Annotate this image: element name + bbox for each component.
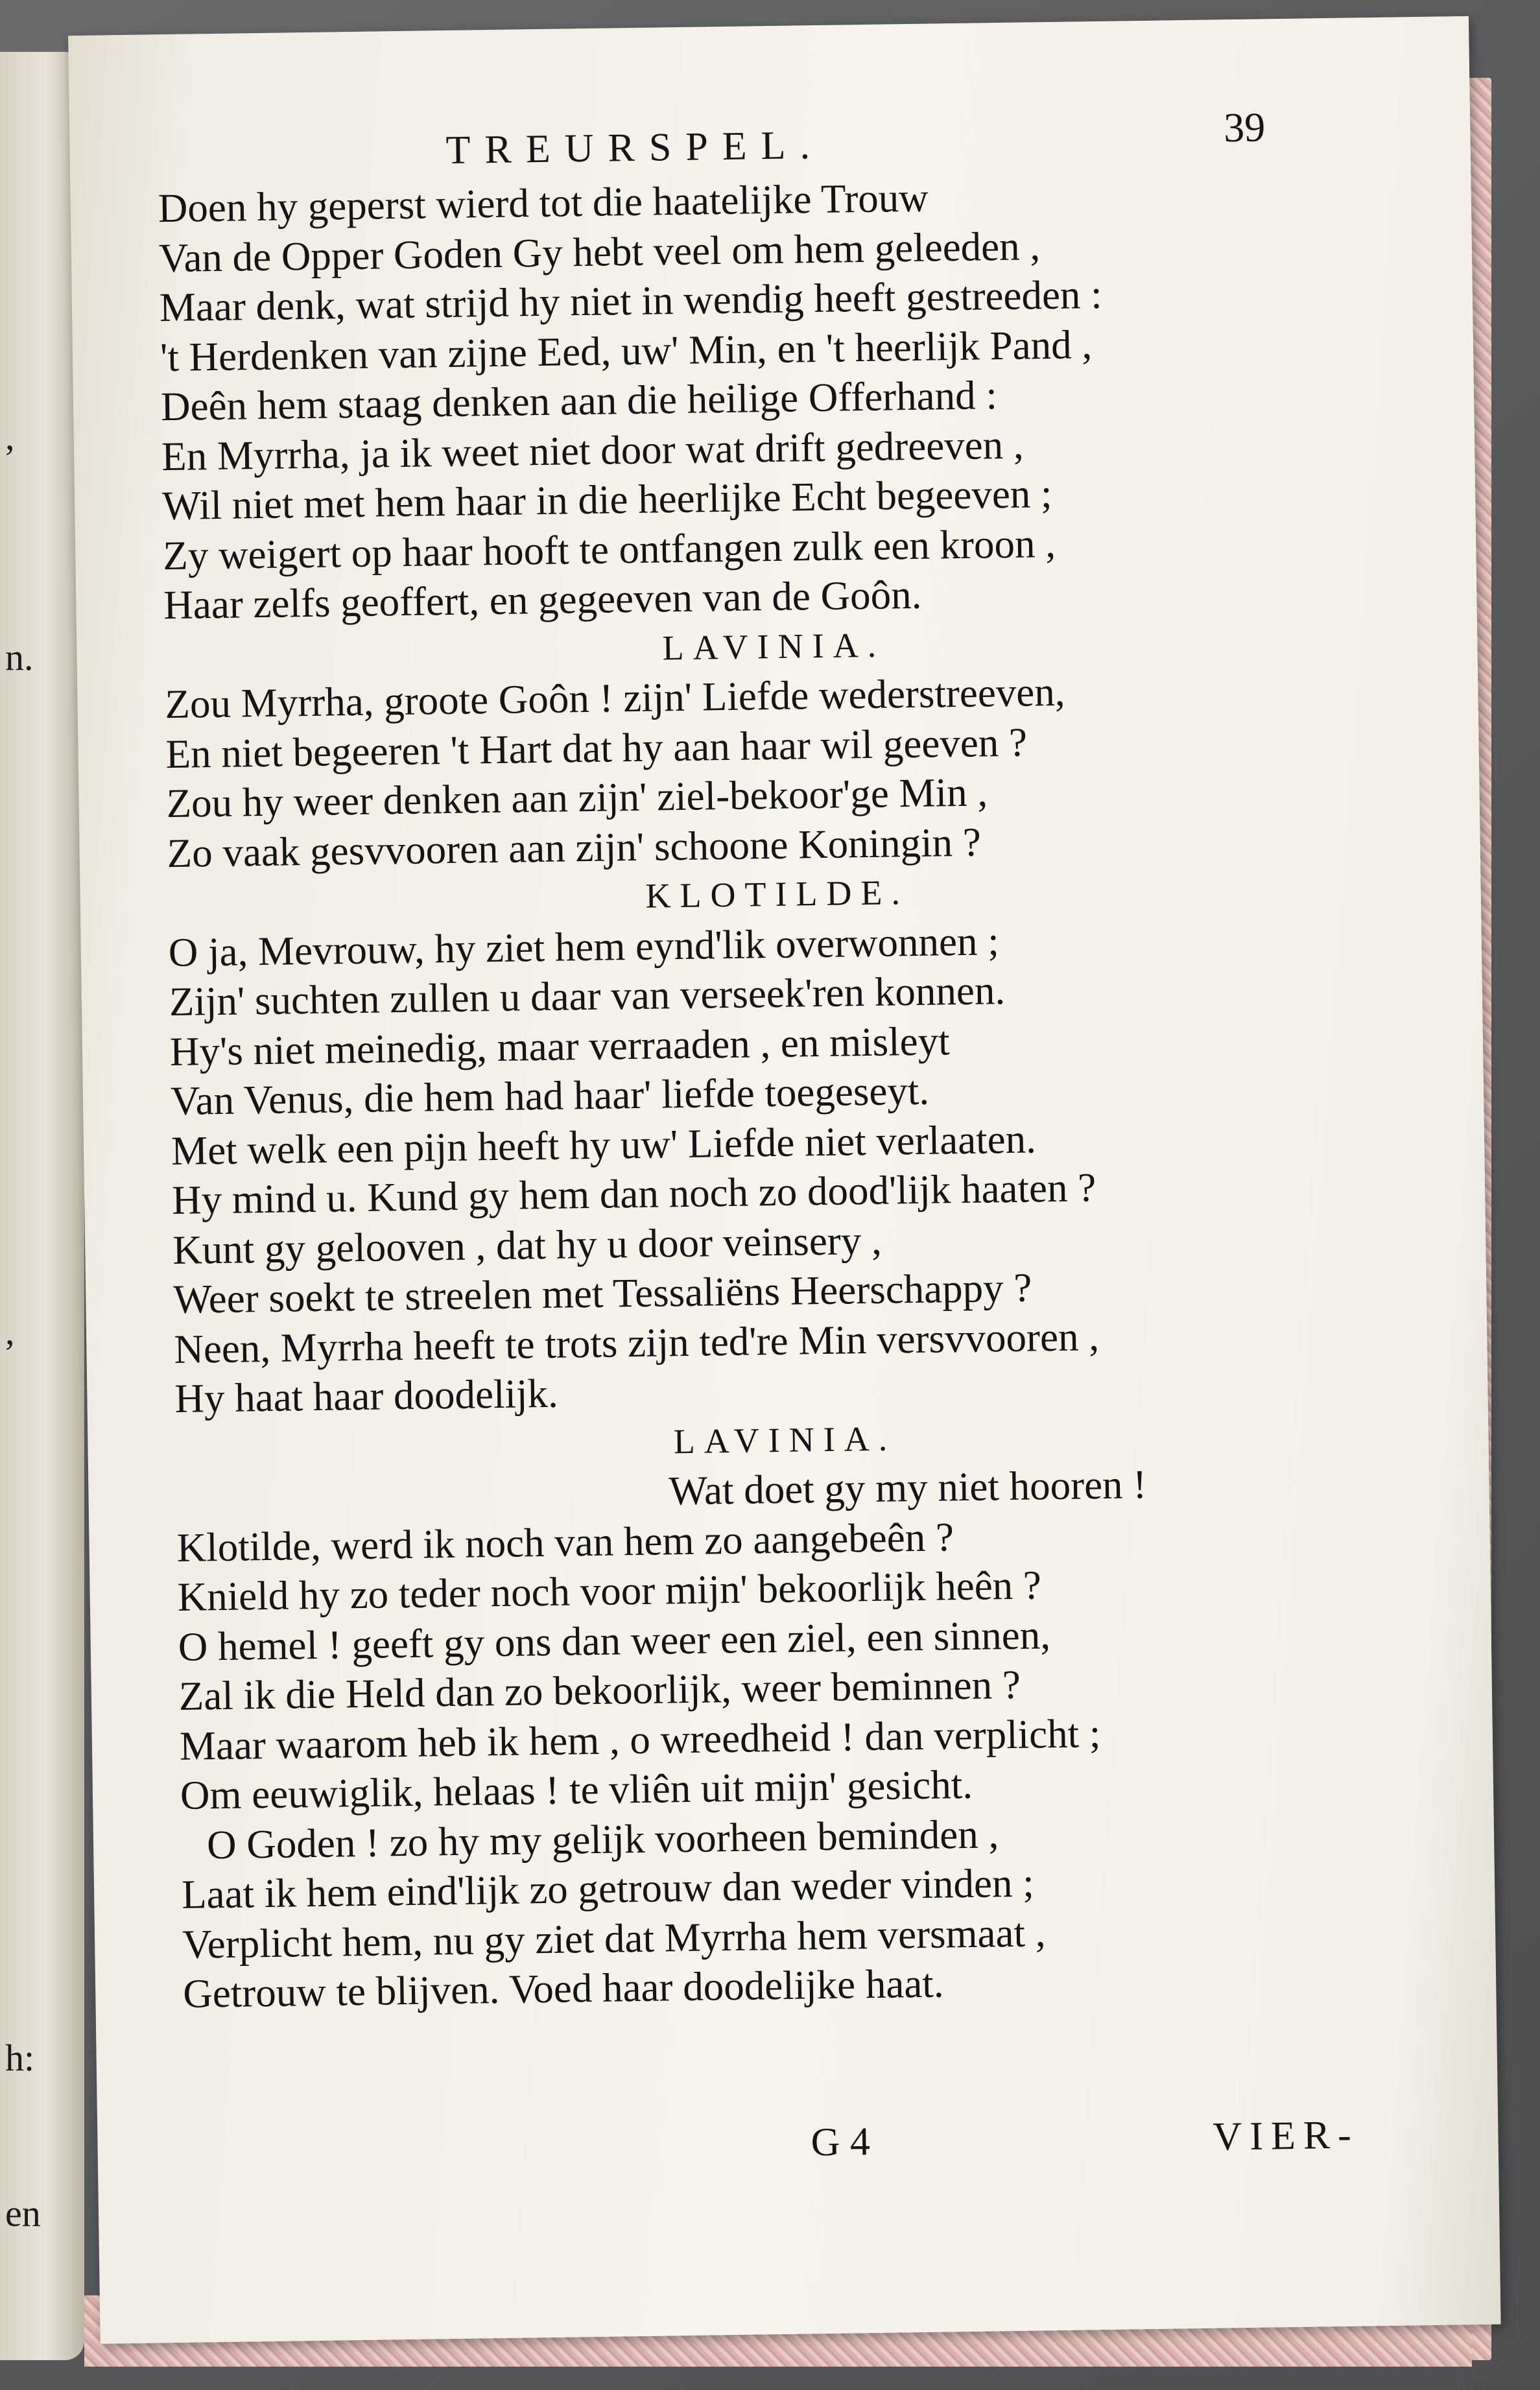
left-page-fragment: h: xyxy=(5,2037,35,2079)
left-page-fragment: , xyxy=(5,416,15,458)
catchword: VIER- xyxy=(1213,2112,1360,2159)
verse-line: Verplicht hem, nu gy ziet dat Myrrha hem versmaat , xyxy=(182,1909,1046,1967)
left-page-fragment: n. xyxy=(5,636,34,678)
book-page xyxy=(68,16,1500,2344)
verse-line: Hy haat haar doodelijk. xyxy=(174,1370,559,1421)
verse-line: Maar waarom heb ik hem , o wreedheid ! dan verplicht ; xyxy=(179,1710,1101,1769)
verse-line: Met welk een pijn heeft hy uw' Liefde niet verlaaten. xyxy=(171,1115,1037,1174)
verse-line: Doen hy geperst wierd tot die haatelijke Trouw xyxy=(158,174,929,231)
verse-line: Getrouw te blijven. Voed haar doodelijke haat. xyxy=(182,1960,945,2017)
verse-line: Van Venus, die hem had haar' liefde toegeseyt. xyxy=(170,1067,930,1124)
verse-line: Laat ik hem eind'lijk zo getrouw dan weder vinden ; xyxy=(181,1860,1035,1917)
verse-line: Deên hem staag denken aan die heilige Offerhand : xyxy=(160,372,998,430)
verse-line: Zy weigert op haar hooft te ontfangen zulk een kroon , xyxy=(162,520,1056,578)
verse-line: 't Herdenken van zijne Eed, uw' Min, en 't heerlijk Pand , xyxy=(160,321,1093,380)
verse-line: Wat doet gy my niet hooren ! xyxy=(669,1461,1147,1514)
verse-line: Hy mind u. Kund gy hem dan noch zo dood'lijk haaten ? xyxy=(171,1165,1096,1224)
left-page-fragment: , xyxy=(5,1310,15,1353)
verse-line: Neen, Myrrha heeft te trots zijn ted're Min versvvooren , xyxy=(173,1313,1100,1372)
verse-line: Weer soekt te streelen met Tessaliëns Heerschappy ? xyxy=(172,1264,1032,1323)
verse-line: Zou Myrrha, groote Goôn ! zijn' Liefde wederstreeven, xyxy=(165,668,1065,728)
verse-line: Klotilde, werd ik noch van hem zo aangebeên ? xyxy=(176,1513,954,1570)
page-number: 39 xyxy=(1223,104,1266,151)
verse-line: Haar zelfs geoffert, en gegeeven van de Goôn. xyxy=(163,571,922,628)
verse-line: Hy's niet meinedig, maar verraaden , en misleyt xyxy=(169,1017,951,1074)
verse-line: Zal ik die Held dan zo bekoorlijk, weer beminnen ? xyxy=(178,1661,1021,1719)
speaker-name: LAVINIA. xyxy=(673,1418,897,1461)
verse-line: Zo vaak gesvvooren aan zijn' schoone Koningin ? xyxy=(167,819,982,876)
verse-line: O ja, Mevrouw, hy ziet hem eynd'lik overwonnen ; xyxy=(168,917,1000,975)
running-head: TREURSPEL. xyxy=(445,123,825,172)
verse-line: Maar denk, wat strijd hy niet in wendig heeft gestreeden : xyxy=(159,271,1103,331)
speaker-name: LAVINIA. xyxy=(662,625,886,667)
verse-line: Knield hy zo teder noch voor mijn' bekoorlijk heên ? xyxy=(177,1562,1042,1620)
signature-mark: G 4 xyxy=(811,2120,871,2165)
verse-line: O hemel ! geeft gy ons dan weer een ziel, een sinnen, xyxy=(178,1611,1051,1670)
verse-line: O Goden ! zo hy my gelijk voorheen beminden , xyxy=(206,1810,999,1867)
verse-line: Van de Opper Goden Gy hebt veel om hem geleeden , xyxy=(158,222,1041,281)
verse-line: En Myrrha, ja ik weet niet door wat drift gedreeven , xyxy=(161,421,1025,479)
verse-line: Wil niet met hem haar in die heerlijke Echt begeeven ; xyxy=(161,470,1053,529)
verse-line: Kunt gy gelooven , dat hy u door veinsery , xyxy=(172,1217,883,1273)
verse-line: Om eeuwiglik, helaas ! te vliên uit mijn' gesicht. xyxy=(180,1761,973,1818)
verse-text xyxy=(158,167,1415,2019)
verse-line: Zijn' suchten zullen u daar van verseek'ren konnen. xyxy=(169,967,1006,1025)
verse-line: En niet begeeren 't Hart dat hy aan haar wil geeven ? xyxy=(165,719,1028,777)
left-page-edge xyxy=(0,52,84,2360)
left-page-fragment: en xyxy=(5,2192,41,2234)
verse-line: Zou hy weer denken aan zijn' ziel-bekoor'ge Min , xyxy=(166,769,988,827)
speaker-name: KLOTILDE. xyxy=(645,873,910,916)
